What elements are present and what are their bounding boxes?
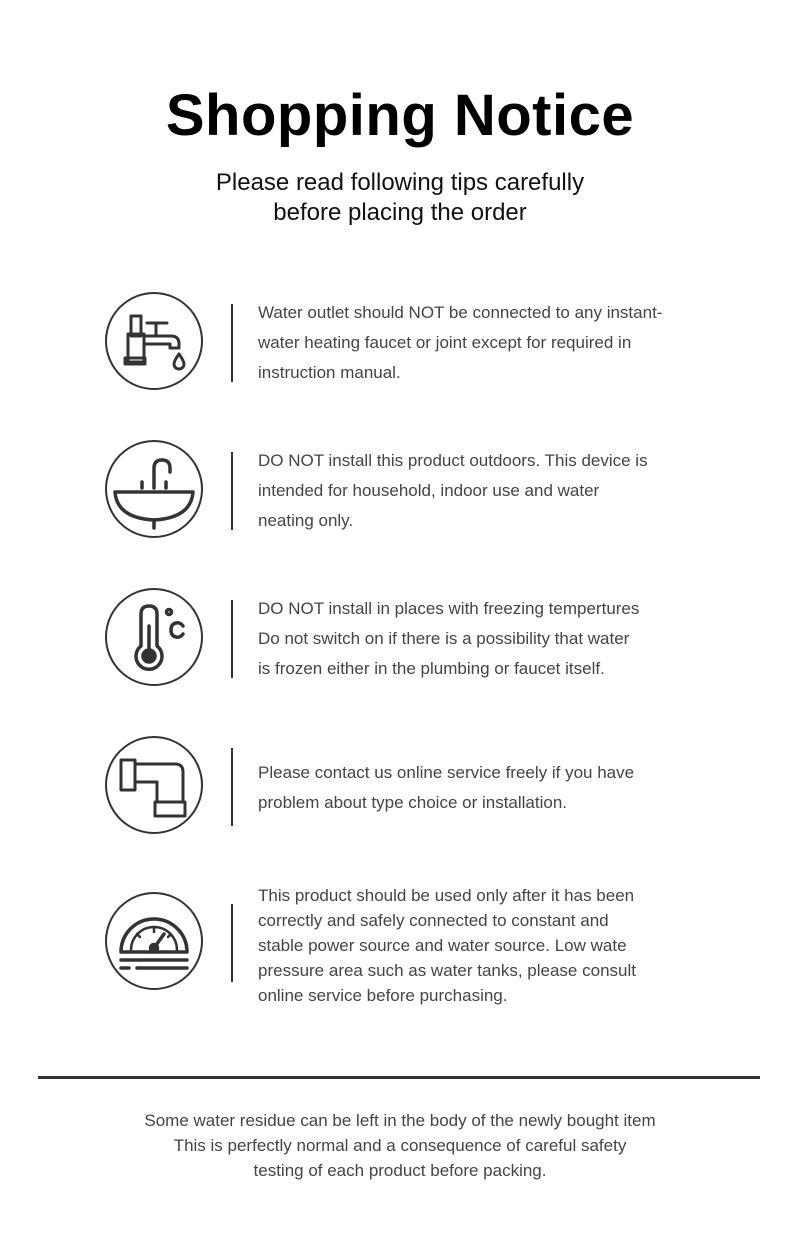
notice-item-outlet bbox=[0, 292, 800, 392]
notice-item-power bbox=[0, 886, 800, 1005]
footer-line: This is perfectly normal and a consequence of careful safety bbox=[173, 1136, 627, 1155]
subtitle-line: Please read following tips carefully bbox=[215, 169, 585, 196]
notice-line: is frozen either in the plumbing or faucet itself. bbox=[258, 659, 605, 678]
notice-line: neating only. bbox=[258, 511, 354, 530]
notice-line: problem about type choice or installation. bbox=[258, 793, 568, 812]
notice-text bbox=[258, 758, 698, 818]
page-subtitle bbox=[0, 168, 800, 228]
footer-line: Some water residue can be left in the body of the newly bought item bbox=[144, 1111, 656, 1130]
separator-line bbox=[231, 452, 233, 530]
notice-line: intended for household, indoor use and water bbox=[258, 481, 600, 500]
notice-line: pressure area such as water tanks, please consult bbox=[258, 961, 636, 980]
notice-line: DO NOT install in places with freezing tempertures bbox=[258, 599, 640, 618]
notice-line: This product should be used only after it has been bbox=[258, 886, 635, 905]
page-title: Shopping Notice bbox=[165, 83, 635, 148]
notice-item-contact bbox=[0, 736, 800, 836]
notice-text bbox=[258, 446, 698, 536]
notice-text bbox=[258, 594, 698, 684]
notice-line: instruction manual. bbox=[258, 363, 401, 382]
separator-line bbox=[231, 600, 233, 678]
subtitle-line: before placing the order bbox=[273, 199, 527, 226]
notice-text bbox=[258, 298, 698, 388]
notice-line: stable power source and water source. Low wate bbox=[258, 936, 627, 955]
footer-note bbox=[0, 1108, 800, 1183]
footer-line: testing of each product before packing. bbox=[253, 1161, 547, 1180]
pipe-icon bbox=[105, 736, 203, 834]
sink-icon bbox=[105, 440, 203, 538]
notice-item-freezing bbox=[0, 588, 800, 688]
notice-line: Please contact us online service freely if you have bbox=[258, 763, 635, 782]
pressure-gauge-icon bbox=[105, 892, 203, 990]
notice-line: water heating faucet or joint except for required in bbox=[258, 333, 632, 352]
notice-line: Water outlet should NOT be connected to any instant- bbox=[258, 303, 663, 322]
separator-line bbox=[231, 304, 233, 382]
separator-line bbox=[231, 904, 233, 982]
faucet-drip-icon bbox=[105, 292, 203, 390]
notice-line: Do not switch on if there is a possibility that water bbox=[258, 629, 630, 648]
thermometer-icon bbox=[105, 588, 203, 686]
section-divider bbox=[38, 1076, 760, 1079]
notice-line: correctly and safely connected to constant and bbox=[258, 911, 609, 930]
separator-line bbox=[231, 748, 233, 826]
notice-line: DO NOT install this product outdoors. This device is bbox=[258, 451, 648, 470]
notice-text bbox=[258, 883, 698, 1008]
notice-line: online service before purchasing. bbox=[258, 986, 508, 1005]
notice-item-outdoors bbox=[0, 440, 800, 540]
